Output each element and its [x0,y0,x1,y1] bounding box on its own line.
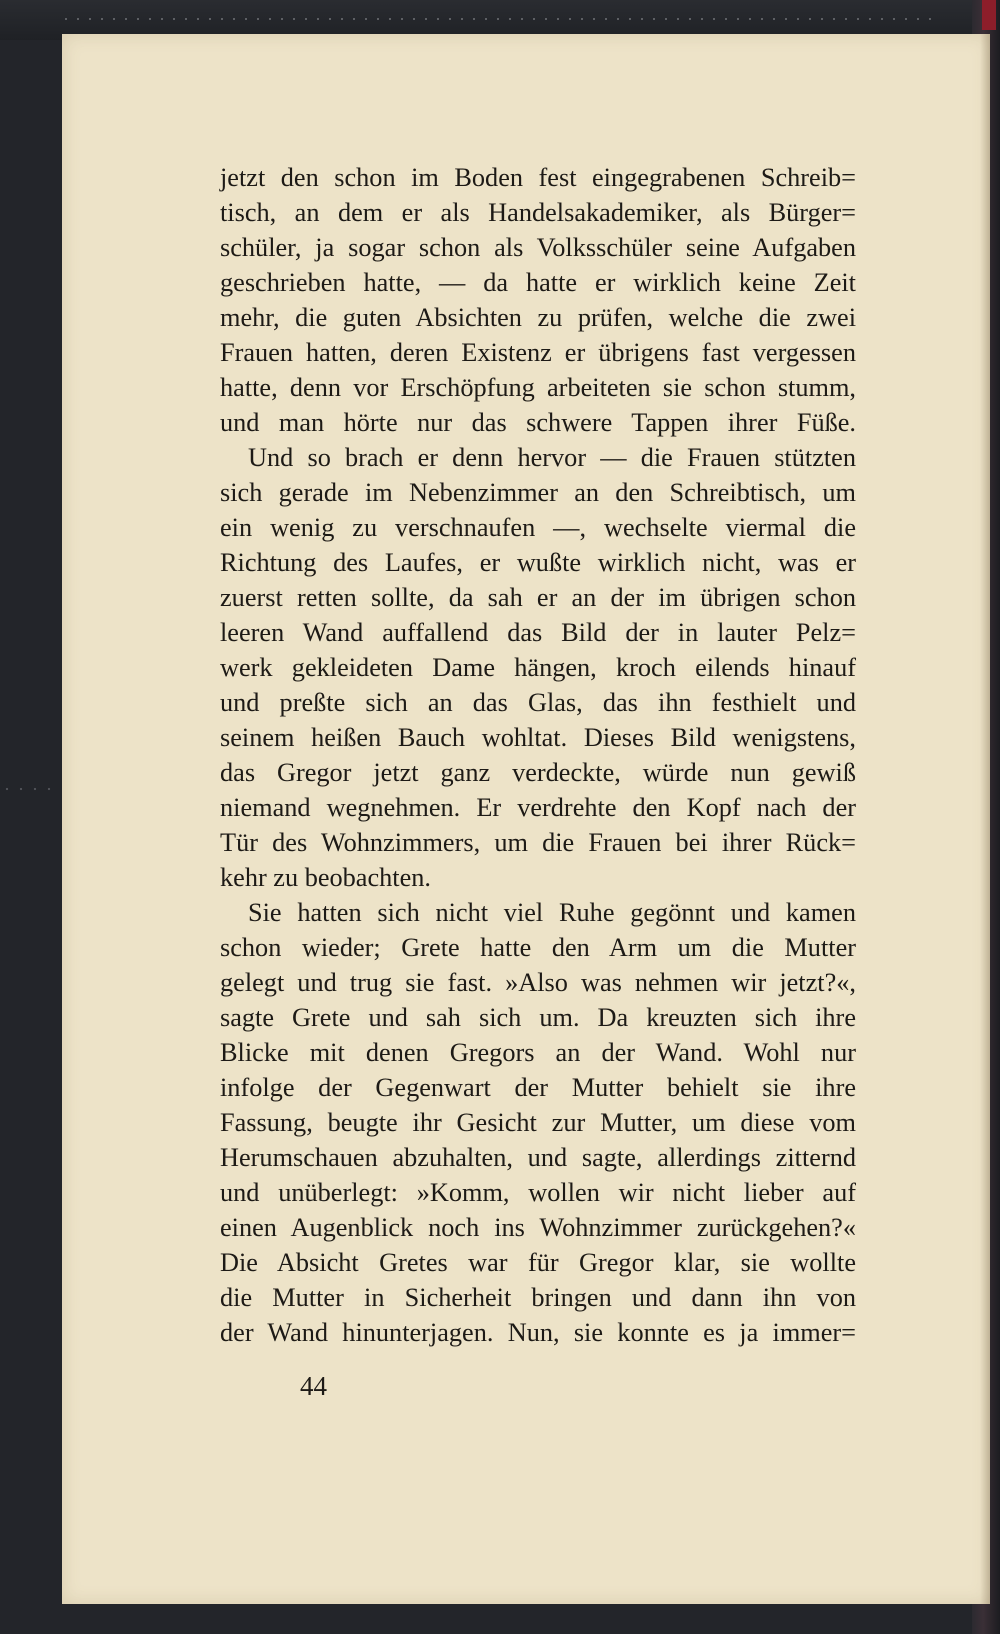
text-line: jetzt den schon im Boden fest eingegrabenen Schreib= [220,163,856,192]
scan-side-marks [0,785,60,793]
text-line: schüler, ja sogar schon als Volksschüler seine Aufgaben [220,233,856,262]
book-page [62,34,990,1604]
spine-red-mark [982,0,996,30]
text-line: sagte Grete und sah sich um. Da kreuzten sich ihre [220,1003,856,1032]
scan-edge-dots [60,18,940,20]
text-line: Blicke mit denen Gregors an der Wand. Wohl nur [220,1038,856,1067]
text-line: Richtung des Laufes, er wußte wirklich nicht, was er [220,548,856,577]
text-line: ein wenig zu verschnaufen —, wechselte viermal die [220,513,856,542]
text-line: und man hörte nur das schwere Tappen ihrer Füße. [220,408,856,437]
text-line: und unüberlegt: »Komm, wollen wir nicht lieber auf [220,1178,856,1207]
text-line: sich gerade im Nebenzimmer an den Schreibtisch, um [220,478,856,507]
page-edge-shadow [980,34,990,1604]
text-line: leeren Wand auffallend das Bild der in lauter Pelz= [220,618,856,647]
body-text [220,160,856,1350]
text-line: das Gregor jetzt ganz verdeckte, würde nun gewiß [220,758,856,787]
text-line: tisch, an dem er als Handelsakademiker, als Bürger= [220,198,856,227]
text-line: einen Augenblick noch ins Wohnzimmer zurückgehen?« [220,1213,856,1242]
text-line: niemand wegnehmen. Er verdrehte den Kopf nach der [220,793,856,822]
text-line: kehr zu beobachten. [220,863,432,892]
text-line: und preßte sich an das Glas, das ihn festhielt und [220,688,856,717]
text-line: die Mutter in Sicherheit bringen und dann ihn von [220,1283,856,1312]
text-line: zuerst retten sollte, da sah er an der im übrigen schon [220,583,856,612]
text-line: Fassung, beugte ihr Gesicht zur Mutter, um diese vom [220,1108,856,1137]
text-line: schon wieder; Grete hatte den Arm um die Mutter [220,933,856,962]
text-line: seinem heißen Bauch wohltat. Dieses Bild wenigstens, [220,723,856,752]
page-number: 44 [300,1371,327,1401]
text-line: der Wand hinunterjagen. Nun, sie konnte es ja immer= [220,1318,856,1347]
text-line: Und so brach er denn hervor — die Frauen stützten [248,443,856,472]
text-line: infolge der Gegenwart der Mutter behielt sie ihre [220,1073,856,1102]
text-line: hatte, denn vor Erschöpfung arbeiteten sie schon stumm, [220,373,856,402]
text-line: werk gekleideten Dame hängen, kroch eilends hinauf [220,653,856,682]
text-line: Herumschauen abzuhalten, und sagte, allerdings zitternd [220,1143,856,1172]
text-line: Tür des Wohnzimmers, um die Frauen bei ihrer Rück= [220,828,856,857]
text-line: mehr, die guten Absichten zu prüfen, welche die zwei [220,303,856,332]
text-line: gelegt und trug sie fast. »Also was nehmen wir jetzt?«, [220,968,856,997]
text-line: Die Absicht Gretes war für Gregor klar, sie wollte [220,1248,856,1277]
text-line: geschrieben hatte, — da hatte er wirklich keine Zeit [220,268,856,297]
text-line: Frauen hatten, deren Existenz er übrigens fast vergessen [220,338,856,367]
text-line: Sie hatten sich nicht viel Ruhe gegönnt und kamen [248,898,856,927]
